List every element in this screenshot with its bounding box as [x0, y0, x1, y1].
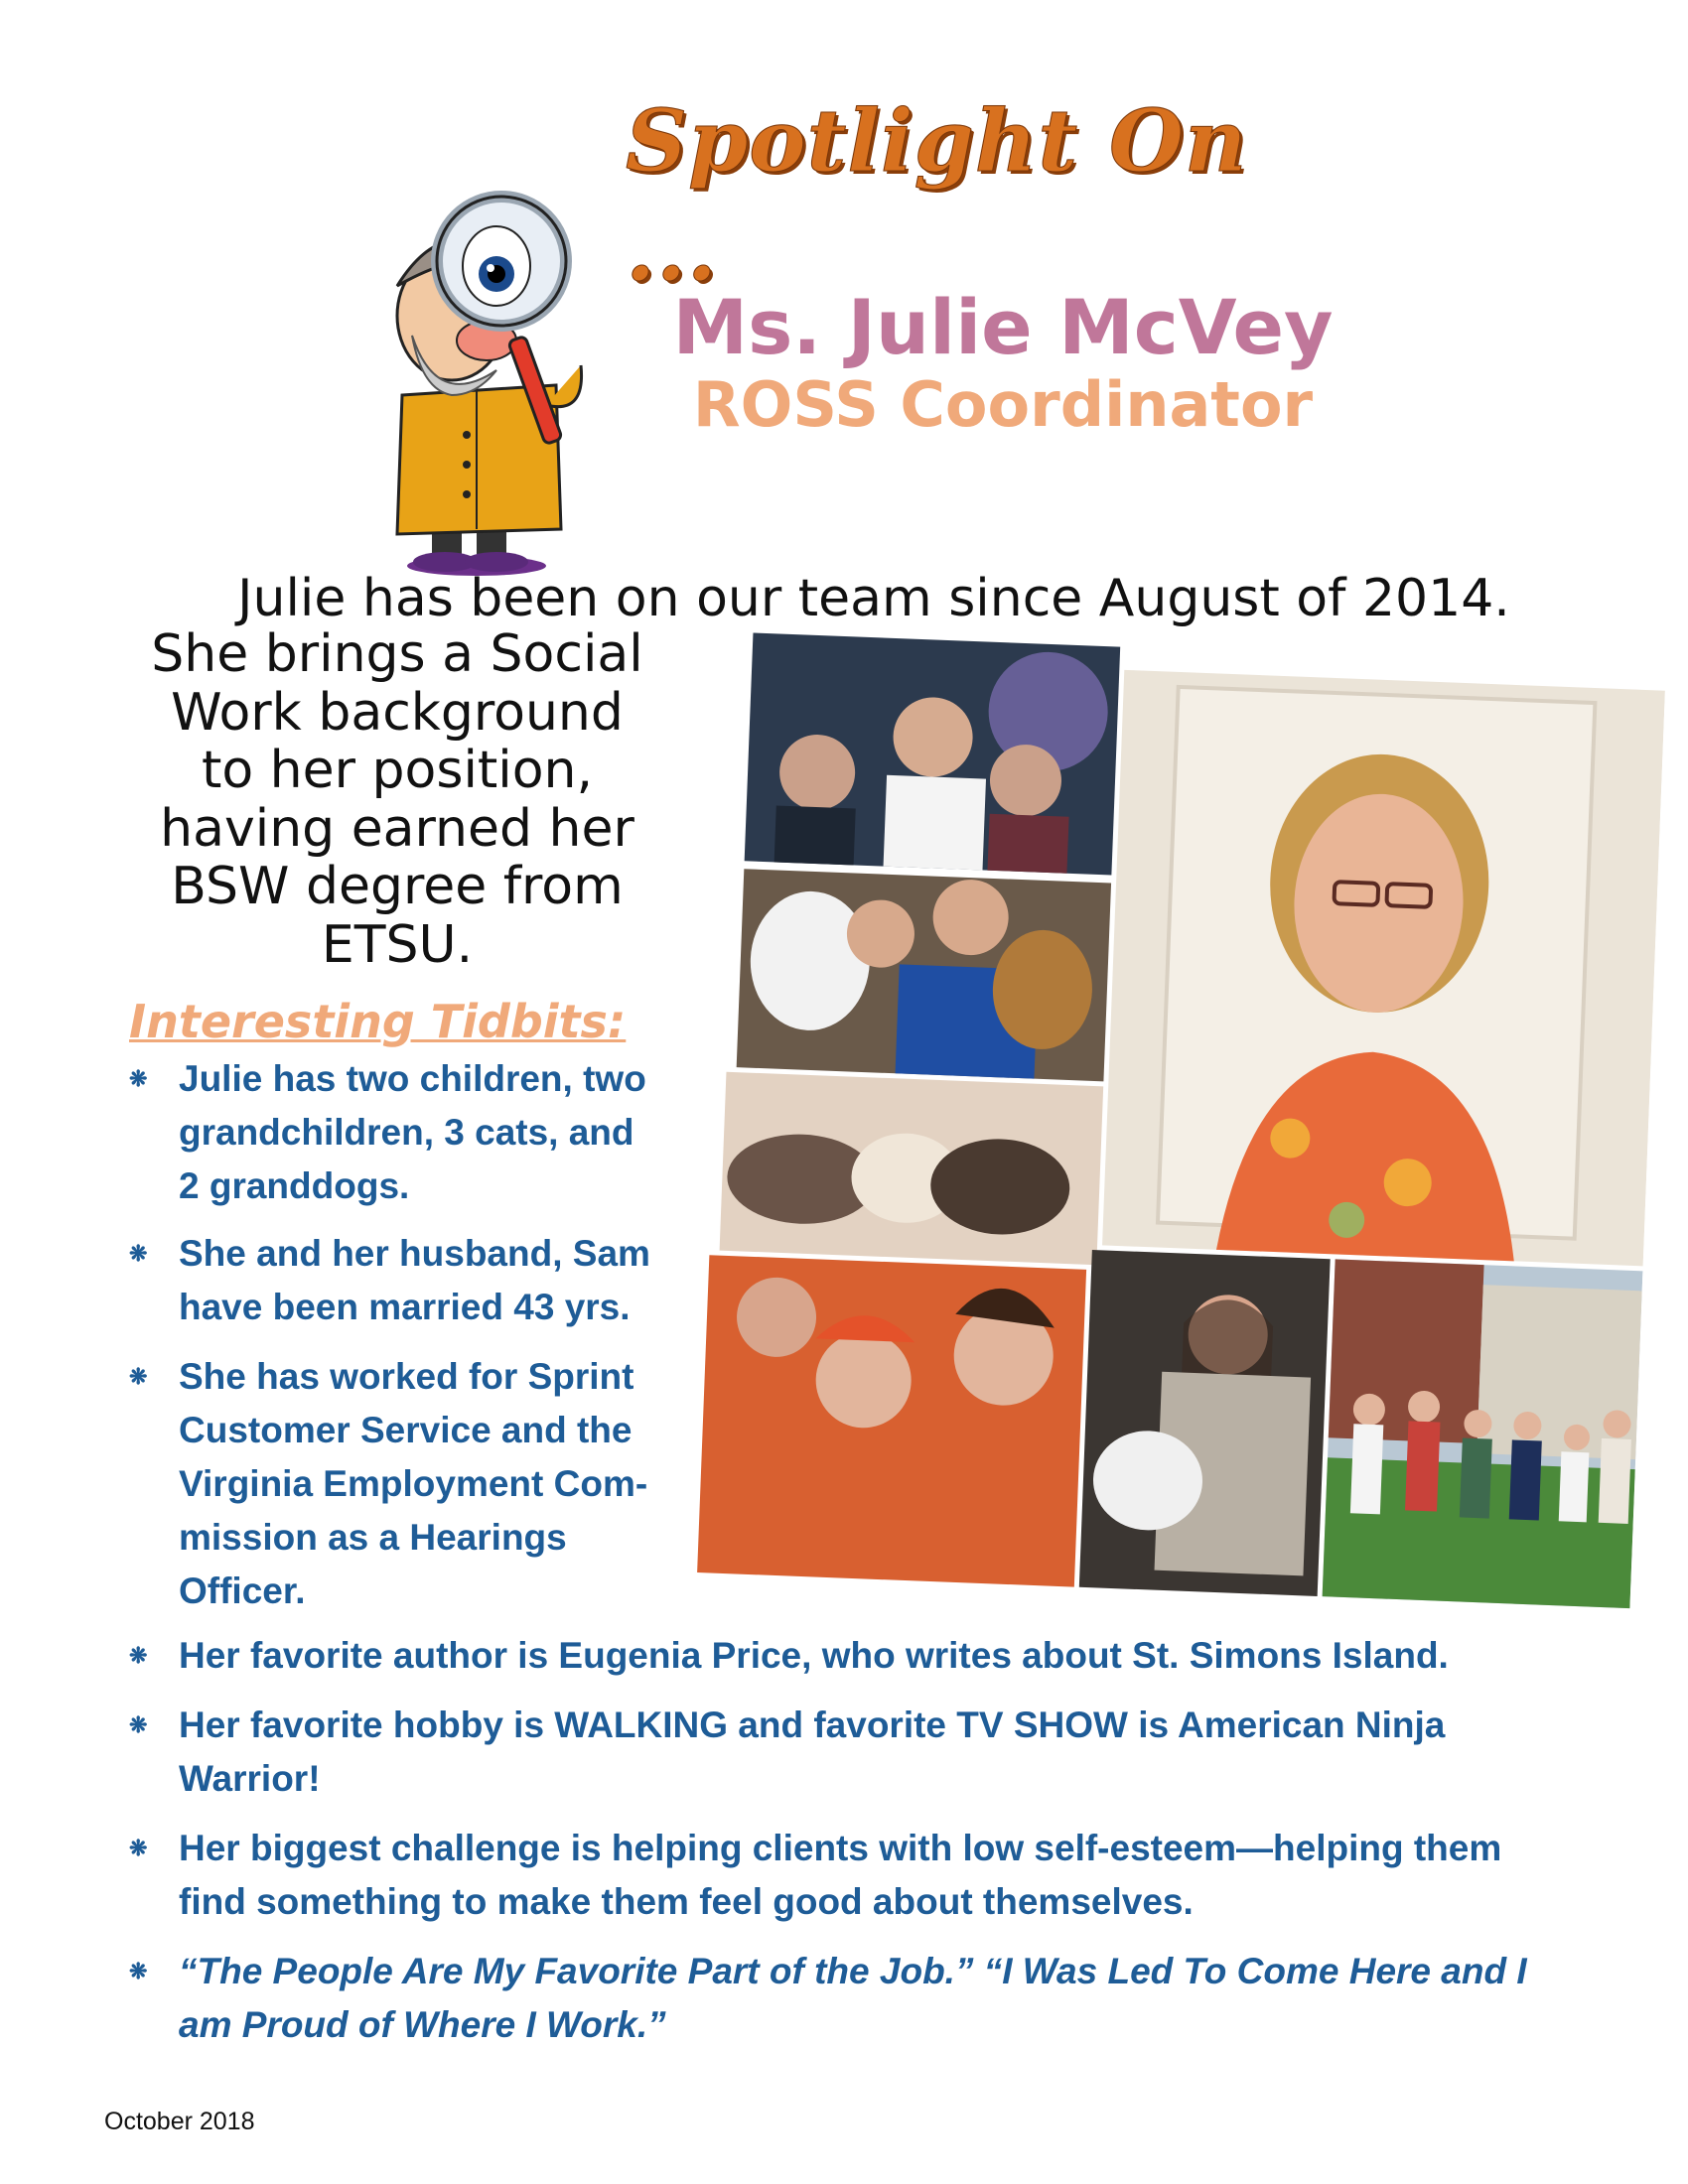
dogs-couple-photo: [737, 869, 1111, 1081]
cats-photo: [720, 1072, 1104, 1265]
footer-date: October 2018: [104, 2108, 255, 2135]
snowflake-bullet-icon: ❋: [129, 1643, 148, 1668]
snowflake-bullet-icon: ❋: [129, 1959, 148, 1983]
snowflake-bullet-icon: ❋: [129, 1836, 148, 1860]
tidbit-line: Her favorite hobby is WALKING and favorite TV SHOW is American Ninja: [179, 1705, 1446, 1745]
tidbit-line: have been married 43 yrs.: [179, 1287, 631, 1327]
intro-first-line: Julie has been on our team since August of 2014.: [237, 569, 1510, 628]
intro-line: having earned her: [160, 798, 634, 859]
list-item: [129, 1350, 705, 1618]
person-role: ROSS Coordinator: [692, 368, 1314, 441]
list-item: [129, 1052, 685, 1213]
list-item: [129, 1699, 1618, 1806]
list-item: [129, 1822, 1618, 1929]
person-name: Ms. Julie McVey: [672, 283, 1334, 371]
snowflake-bullet-icon: ❋: [129, 1364, 148, 1389]
intro-line: ETSU.: [321, 914, 474, 975]
tidbit-line: 2 granddogs.: [179, 1165, 410, 1206]
list-item: [129, 1945, 1638, 2052]
tidbit-line: Officer.: [179, 1570, 306, 1611]
tidbit-line: find something to make them feel good about themselves.: [179, 1881, 1194, 1922]
tidbit-line: Her favorite author is Eugenia Price, who writes about St. Simons Island.: [179, 1635, 1449, 1676]
group-outdoors-photo: [1323, 1259, 1643, 1608]
tidbit-line: Virginia Employment Com-: [179, 1463, 648, 1504]
intro-line: She brings a Social: [151, 624, 643, 684]
tidbit-line: She and her husband, Sam: [179, 1233, 650, 1274]
tidbit-line: Julie has two children, two: [179, 1058, 646, 1099]
tidbit-line: am Proud of Where I Work.”: [179, 2004, 666, 2045]
snowflake-bullet-icon: ❋: [129, 1712, 148, 1737]
tidbit-line: Warrior!: [179, 1758, 321, 1799]
girl-with-dog-photo: [1079, 1250, 1331, 1596]
tidbit-line: She has worked for Sprint: [179, 1356, 634, 1397]
list-item: [129, 1227, 685, 1334]
tidbit-line: Her biggest challenge is helping clients with low self-esteem—helping them: [179, 1828, 1502, 1868]
tidbit-line: “The People Are My Favorite Part of the Job.” “I Was Led To Come Here and I: [179, 1951, 1527, 1991]
snowflake-bullet-icon: ❋: [129, 1066, 148, 1091]
family-christmas-photo: [745, 632, 1121, 875]
intro-line: BSW degree from: [171, 857, 624, 916]
intro-line: to her position,: [201, 741, 594, 800]
portrait-photo: [1102, 670, 1665, 1266]
page-title: Spotlight On ...: [626, 91, 1248, 301]
detective-magnifying-glass-icon: [357, 167, 645, 584]
photo-collage: [677, 619, 1667, 1618]
snowflake-bullet-icon: ❋: [129, 1241, 148, 1266]
list-item: [129, 1629, 1618, 1683]
tidbit-line: mission as a Hearings: [179, 1517, 567, 1558]
car-selfie-photo: [697, 1255, 1086, 1586]
tidbits-heading: Interesting Tidbits:: [129, 995, 627, 1048]
intro-line: Work background: [171, 682, 624, 743]
tidbit-line: Customer Service and the: [179, 1410, 633, 1450]
intro-paragraph: [119, 624, 675, 975]
tidbit-line: grandchildren, 3 cats, and: [179, 1112, 634, 1153]
